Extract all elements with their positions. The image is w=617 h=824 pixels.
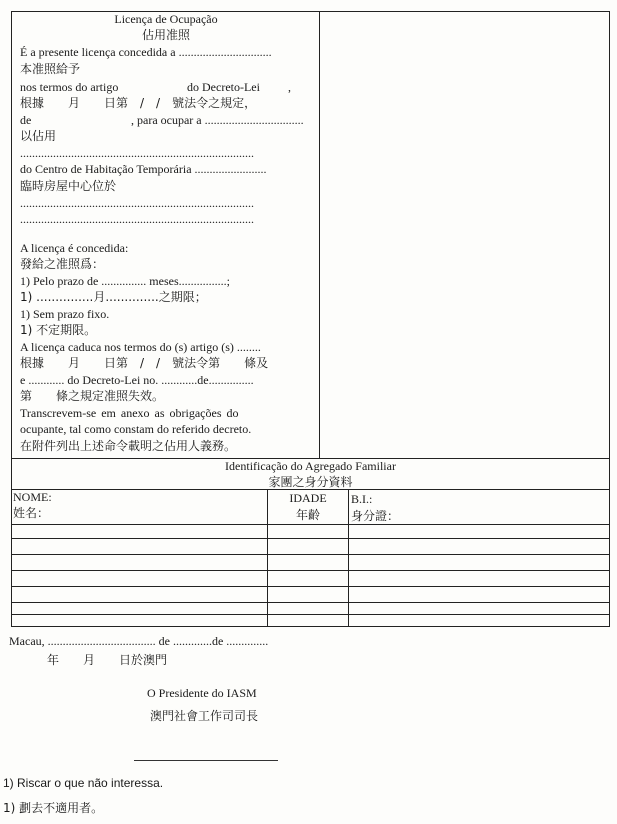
col-bi-pt: B.I.: xyxy=(351,492,373,506)
family-table-row xyxy=(11,602,610,603)
family-table-row xyxy=(11,524,610,525)
center-line-zh: 臨時房屋中心位於 xyxy=(20,179,117,193)
dotted-fill-line: .............................................................................. xyxy=(20,146,254,160)
expiry-article-zh: 根據 月 日第 / / 號法令第 條及 xyxy=(20,356,269,370)
family-table-row xyxy=(11,614,610,615)
annex-line-zh: 在附件列出上述命令載明之佔用人義務。 xyxy=(20,439,237,453)
col-age-zh: 年齡 xyxy=(295,508,320,522)
footnote-zh: 1) 劃去不適用者。 xyxy=(3,801,104,815)
annex-line-pt-1: Transcrevem-se em anexo as obrigações do xyxy=(20,406,239,420)
article-line-pt-a: nos termos do artigo xyxy=(20,80,119,94)
family-col-separator xyxy=(348,489,349,627)
expiry-article-pt: A licença caduca nos termos do (s) artigo (s) ........ xyxy=(20,340,261,354)
family-table-row xyxy=(11,586,610,587)
family-title-pt: Identificação do Agregado Familiar xyxy=(225,459,396,473)
signature-line xyxy=(134,760,278,761)
col-name-pt: NOME: xyxy=(13,490,52,504)
term-option-pt: 1) Pelo prazo de ............... meses................; xyxy=(20,274,230,288)
family-table-row xyxy=(11,538,610,539)
col-age-pt: IDADE xyxy=(289,491,327,505)
article-line-pt-b: do Decreto-Lei xyxy=(187,80,260,94)
no-term-option-pt: 1) Sem prazo fixo. xyxy=(20,307,110,321)
article-line-zh: 根據 月 日第 / / 號法令之規定， xyxy=(20,96,257,110)
term-option-zh: 1) ...............月..............之期限； xyxy=(20,290,207,304)
grantee-line-zh: 本准照給予 xyxy=(20,62,81,76)
license-title-zh: 佔用准照 xyxy=(141,28,190,42)
decree-line-zh: 第 條之規定准照失效。 xyxy=(20,389,165,403)
no-term-option-zh: 1) 不定期限。 xyxy=(20,323,97,337)
family-title-zh: 家團之身分資料 xyxy=(268,475,353,489)
dotted-fill-line: .............................................................................. xyxy=(20,196,254,210)
place-date-pt: Macau, .................................... de .............de .............. xyxy=(9,634,269,648)
place-date-zh: 年 月 日於澳門 xyxy=(47,653,168,667)
annex-line-pt-2: ocupante, tal como constam do referido decreto. xyxy=(20,422,252,436)
footnote-pt: 1) Riscar o que não interessa. xyxy=(3,776,164,790)
president-title-zh: 澳門社會工作司司長 xyxy=(150,709,259,723)
col-bi-zh: 身分證： xyxy=(351,509,400,523)
dotted-fill-line: .............................................................................. xyxy=(20,212,254,226)
family-table-row xyxy=(11,570,610,571)
occupy-line-pt-a: de xyxy=(20,113,32,127)
license-stamp-divider xyxy=(319,11,320,459)
occupy-line-pt-b: , para ocupar a ................................. xyxy=(131,113,304,127)
granted-heading-pt: A licença é concedida: xyxy=(20,241,129,255)
center-line-pt: do Centro de Habitação Temporária ........................ xyxy=(20,162,267,176)
article-line-pt-c: , xyxy=(288,80,291,94)
grantee-line-pt: É a presente licença concedida a ............................... xyxy=(20,45,272,59)
family-table-top xyxy=(11,489,610,490)
license-title-pt: Licença de Ocupação xyxy=(114,12,218,26)
col-name-zh: 姓名： xyxy=(13,506,50,520)
occupy-line-zh: 以佔用 xyxy=(20,129,57,143)
decree-line-pt: e ............ do Decreto-Lei no. ............de............... xyxy=(20,373,254,387)
granted-heading-zh: 發給之准照爲： xyxy=(20,257,105,271)
family-table-row xyxy=(11,554,610,555)
president-title-pt: O Presidente do IASM xyxy=(147,686,257,700)
